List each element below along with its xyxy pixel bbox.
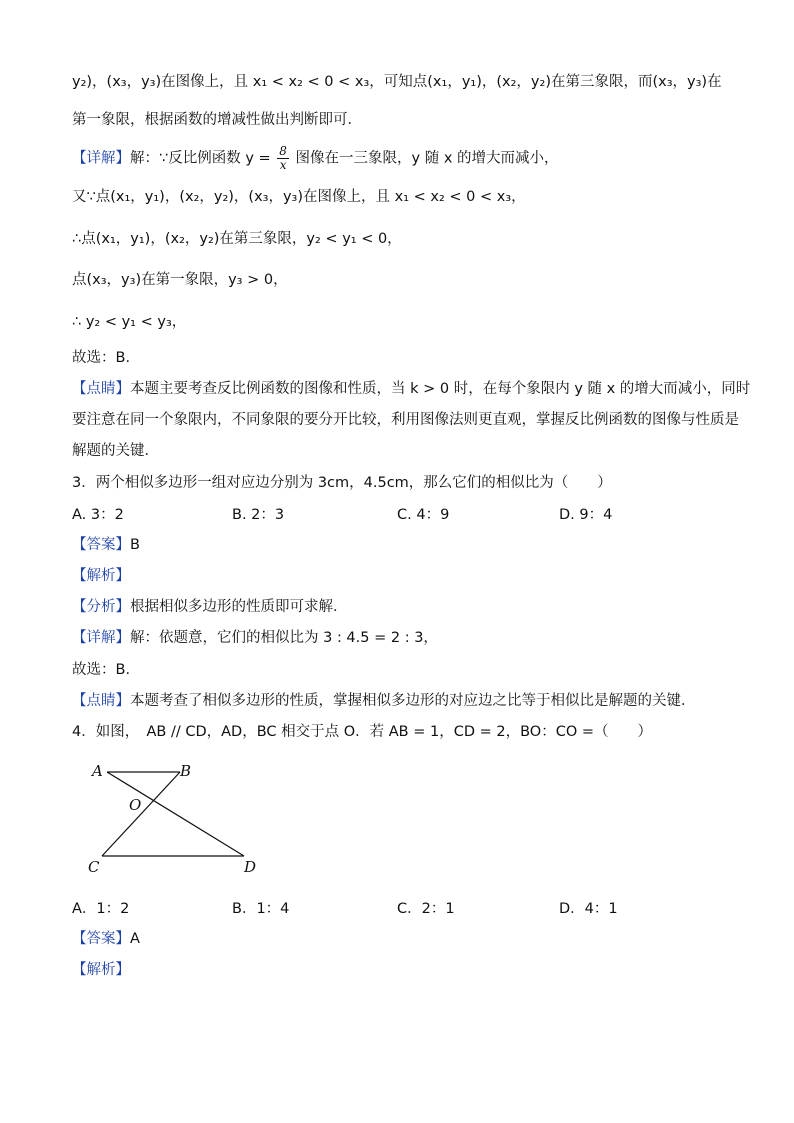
label-c: C — [88, 858, 100, 876]
option-b: B. 2：3 — [232, 507, 285, 523]
comment-line — [72, 691, 696, 711]
label-o: O — [129, 796, 142, 814]
text-span: 解：∵反比例函数 y = — [130, 150, 276, 167]
detail-line — [72, 628, 438, 648]
section-tag: 【详解】 — [72, 630, 130, 646]
comment-line — [72, 379, 750, 399]
text-line: 点(x₃，y₃)在第一象限，y₃ > 0， — [72, 272, 288, 288]
text-line: y₂)，(x₃，y₃)在图像上，且 x₁ < x₂ < 0 < x₃，可知点(x₁，y₁)，(x₂，y₂)在第三象限，而(x₃，y₃)在 — [72, 74, 722, 90]
text-span: 本题主要考查反比例函数的图像和性质，当 k > 0 时，在每个象限内 y 随 x 的增大而减小，同时 — [130, 381, 751, 397]
segment-bc — [102, 772, 180, 856]
label-b: B — [180, 762, 192, 780]
fraction-numerator: 8 — [279, 144, 287, 158]
option-a: A. 3：2 — [72, 507, 124, 523]
analysis-detail — [72, 597, 348, 617]
geometry-figure — [72, 752, 272, 882]
text-line: 解题的关键． — [72, 443, 159, 459]
fraction-denominator: x — [279, 158, 287, 172]
text-line: ∴点(x₁，y₁)，(x₂，y₂)在第三象限，y₂ < y₁ < 0， — [72, 231, 402, 247]
text-span: 解：依题意，它们的相似比为 3 : 4.5 = 2 : 3， — [130, 630, 438, 646]
text-line: ∴ y₂ < y₁ < y₃， — [72, 314, 187, 330]
answer-value: A — [130, 931, 140, 947]
analysis-tag: 【解析】 — [72, 962, 130, 978]
detail-line — [72, 145, 559, 172]
answer-line — [72, 535, 140, 555]
section-tag: 【详解】 — [72, 150, 130, 167]
text-line: 第一象限，根据函数的增减性做出判断即可． — [72, 112, 362, 128]
analysis-tag: 【解析】 — [72, 568, 130, 584]
option-c: C. 4：9 — [397, 507, 450, 523]
option-c: C．2：1 — [397, 901, 455, 917]
analysis-line — [72, 960, 130, 980]
option-d: D. 9：4 — [559, 507, 613, 523]
analysis-line — [72, 566, 130, 586]
option-b: B．1：4 — [232, 901, 290, 917]
text-line: 要注意在同一个象限内，不同象限的要分开比较，利用图像法则更直观，掌握反比例函数的图像与性质是 — [72, 412, 739, 428]
segment-ad — [107, 772, 244, 856]
answer-line — [72, 929, 140, 949]
text-span: 本题考查了相似多边形的性质，掌握相似多边形的对应边之比等于相似比是解题的关键． — [130, 693, 696, 709]
text-line: 又∵点(x₁，y₁)，(x₂，y₂)，(x₃，y₃)在图像上，且 x₁ < x₂ < 0 < x₃， — [72, 189, 526, 205]
option-d: D．4：1 — [559, 901, 618, 917]
fraction — [277, 145, 289, 172]
text-span: 根据相似多边形的性质即可求解． — [130, 599, 348, 615]
text-line: 故选：B． — [72, 350, 140, 366]
answer-tag: 【答案】 — [72, 537, 130, 553]
answer-tag: 【答案】 — [72, 931, 130, 947]
label-d: D — [244, 858, 257, 876]
text-span: 图像在一三象限，y 随 x 的增大而减小， — [290, 150, 559, 167]
section-tag: 【点睛】 — [72, 381, 130, 397]
section-tag: 【分析】 — [72, 599, 130, 615]
text-line: 故选：B． — [72, 662, 140, 678]
option-a: A．1：2 — [72, 901, 130, 917]
label-a: A — [92, 762, 103, 780]
question-4: 4．如图， AB // CD，AD，BC 相交于点 O．若 AB = 1，CD = 2，BO：CO =（ ） — [72, 724, 653, 740]
question-3: 3．两个相似多边形一组对应边分别为 3cm，4.5cm，那么它们的相似比为（ ） — [72, 475, 612, 491]
answer-value: B — [130, 537, 140, 553]
section-tag: 【点睛】 — [72, 693, 130, 709]
